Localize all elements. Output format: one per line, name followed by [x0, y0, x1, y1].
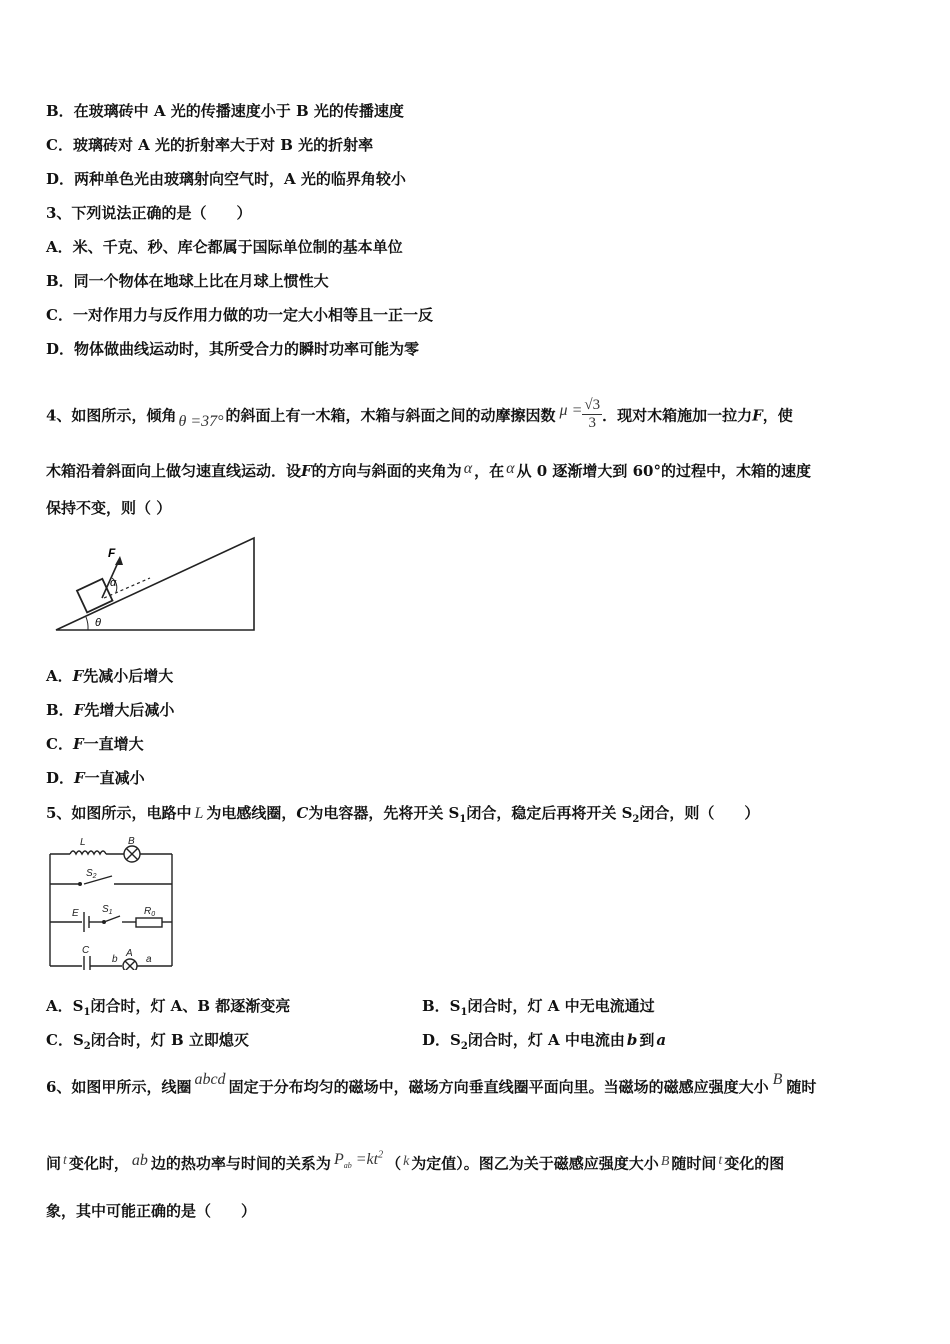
q5-option-a [46, 997, 291, 1018]
label-b-terminal: b [112, 954, 118, 965]
option-text: 先增大后减小 [84, 701, 175, 719]
q6-text: 6、如图甲所示，线圈 [46, 1078, 192, 1096]
q5-text: 为电容器，先将开关 S [308, 804, 460, 822]
q6-text: 间 [46, 1154, 62, 1173]
q5-text: 闭合，则（ ） [639, 804, 760, 822]
option-label: C． [46, 735, 73, 753]
q3-option-c: C．一对作用力与反作用力做的功一定大小相等且一正一反 [46, 306, 433, 324]
q3-option-b: B．同一个物体在地球上比在月球上惯性大 [46, 272, 329, 290]
label-a-lamp: A [126, 948, 133, 959]
q6-text: 为定值）。图乙为关于磁感应强度大小 [411, 1154, 659, 1173]
q6-stem-line2 [46, 1150, 784, 1181]
option-label: D． [46, 769, 75, 787]
q5-option-d [422, 1030, 666, 1057]
q6-edge-symbol: ab [131, 1152, 148, 1170]
q3-stem: 3、下列说法正确的是（ ） [46, 204, 252, 222]
option-text: B．S [422, 997, 461, 1015]
option-text: 闭合时，灯 A、B 都逐渐变亮 [90, 997, 291, 1015]
label-c: C [82, 945, 90, 956]
q4-mu-fraction [582, 397, 602, 432]
label-r0-letter: R [144, 906, 152, 917]
option-text: 先减小后增大 [83, 667, 174, 685]
q4-option-b [46, 700, 174, 720]
q4-force-symbol: F [74, 769, 85, 787]
option-subscript: 2 [83, 1041, 91, 1052]
label-s1 [102, 904, 113, 916]
q4-stem-line2 [46, 461, 811, 482]
q5-stem [46, 803, 759, 830]
q6-text: 随时 [786, 1078, 817, 1096]
label-s2 [86, 868, 97, 880]
label-s1-subscript: 1 [108, 909, 113, 916]
q4-text: ．现对木箱施加一拉力 [602, 406, 753, 425]
q6-equation-exponent: 2 [378, 1150, 384, 1161]
q4-alpha-symbol: α [506, 460, 515, 477]
q6-field-symbol: B [772, 1071, 783, 1088]
option-text: 一直减小 [84, 769, 145, 787]
force-arrow-head [115, 556, 123, 565]
wooden-box [77, 579, 113, 613]
q6-equation-text: =kt [351, 1151, 379, 1169]
label-s1-letter: S [102, 904, 109, 915]
q6-text: 边的热功率与时间的关系为 [150, 1154, 331, 1173]
q4-alpha-symbol: α [463, 460, 473, 477]
q6-text: 变化时， [68, 1154, 129, 1173]
q4-text: 木箱沿着斜面向上做匀速直线运动．设 [46, 462, 302, 480]
q2-option-c: C．玻璃砖对 A 光的折射率大于对 B 光的折射率 [46, 136, 374, 154]
q4-text: ，在 [474, 462, 505, 480]
label-r0 [144, 906, 155, 918]
q6-text: 固定于分布均匀的磁场中，磁场方向垂直线圈平面向里。当磁场的磁感应强度大小 [228, 1078, 769, 1096]
option-text: 到 [639, 1031, 655, 1049]
q4-theta-expression: θ =37° [178, 412, 224, 430]
option-label: A． [46, 667, 73, 685]
q5-option-b [422, 996, 655, 1023]
label-a-terminal: a [146, 954, 152, 965]
q4-stem-line1 [46, 399, 793, 434]
option-subscript: 2 [460, 1041, 468, 1052]
q6-time-symbol: t [718, 1153, 723, 1169]
option-italic: a [656, 1031, 667, 1049]
q4-text: 4、如图所示，倾角 [46, 406, 177, 425]
force-label: F [108, 546, 116, 560]
q5-inductor-symbol: L [194, 805, 204, 822]
lamp-a [123, 959, 137, 970]
q6-power-symbol: P [333, 1151, 344, 1169]
q6-field-symbol: B [660, 1154, 670, 1170]
theta-arc [86, 617, 88, 630]
q2-option-d: D．两种单色光由玻璃射向空气时，A 光的临界角较小 [46, 170, 406, 188]
q6-power-subscript: ab [343, 1161, 352, 1171]
q4-force-symbol: F [72, 735, 84, 753]
q4-text: 的方向与斜面的夹角为 [311, 462, 462, 480]
q4-mu-numerator: √3 [584, 397, 601, 413]
q6-stem-line3: 象，其中可能正确的是（ ） [46, 1202, 257, 1220]
q5-capacitor-symbol: C [296, 804, 309, 822]
q4-text: ，使 [762, 406, 793, 425]
q4-option-d [46, 768, 145, 788]
q5-text: 闭合，稳定后再将开关 S [466, 804, 633, 822]
q4-force-symbol: F [752, 406, 763, 425]
q5-options-row2 [46, 1030, 667, 1057]
q6-coil-symbol: abcd [194, 1071, 226, 1088]
option-text: C．S [46, 1031, 84, 1049]
label-b: B [128, 836, 135, 847]
option-text: 闭合时，灯 A 中电流由 [467, 1031, 625, 1049]
q6-text: 随时间 [671, 1154, 717, 1173]
q5-subscript: 2 [632, 814, 640, 825]
option-text: 闭合时，灯 A 中无电流通过 [467, 997, 655, 1015]
label-l: L [80, 837, 86, 848]
q4-mu-symbol: μ = [559, 401, 583, 419]
inductor-coil [70, 851, 106, 854]
resistor-r0 [136, 918, 162, 927]
label-e: E [72, 908, 79, 919]
option-subscript: 1 [83, 1007, 91, 1018]
q6-power-equation [333, 1150, 384, 1171]
q5-text: 5、如图所示，电路中 [46, 804, 192, 822]
q4-stem-line3: 保持不变，则（ ） [46, 499, 172, 517]
q5-circuit-figure [44, 834, 178, 970]
option-text: 闭合时，灯 B 立即熄灭 [90, 1031, 249, 1049]
incline-triangle [56, 538, 254, 630]
q6-time-symbol: t [63, 1153, 67, 1169]
q4-force-symbol: F [73, 701, 85, 719]
label-s2-subscript: 2 [92, 873, 97, 880]
q5-option-c [46, 1031, 249, 1052]
q4-text: 的斜面上有一木箱，木箱与斜面之间的动摩擦因数 [225, 406, 556, 425]
q3-option-d: D．物体做曲线运动时，其所受合力的瞬时功率可能为零 [46, 340, 420, 358]
q5-subscript: 1 [459, 814, 467, 825]
q6-text: 变化的图 [724, 1154, 785, 1173]
q4-force-symbol: F [301, 462, 312, 480]
label-r0-subscript: 0 [151, 911, 156, 918]
option-italic: b [626, 1031, 638, 1049]
q4-mu-denominator: 3 [588, 415, 596, 431]
q4-text: 从 0 逐渐增大到 60°的过程中，木箱的速度 [516, 462, 811, 480]
option-label: B． [46, 701, 74, 719]
q4-force-symbol: F [72, 667, 84, 685]
alpha-label: α [110, 577, 117, 589]
q6-stem-line1 [46, 1071, 817, 1098]
switch-s1 [104, 916, 120, 922]
q4-option-a [46, 666, 173, 686]
q6-constant-symbol: k [403, 1154, 410, 1170]
option-text: D．S [422, 1031, 461, 1049]
option-text: 一直增大 [83, 735, 144, 753]
option-text: A．S [46, 997, 84, 1015]
theta-label: θ [95, 617, 101, 629]
q6-text: （ [386, 1154, 402, 1173]
q2-option-b: B．在玻璃砖中 A 光的传播速度小于 B 光的传播速度 [46, 102, 404, 120]
q5-options-row1 [46, 996, 655, 1023]
q4-incline-figure [50, 534, 260, 634]
option-subscript: 1 [460, 1007, 468, 1018]
label-s2-letter: S [86, 868, 93, 879]
q5-text: 为电感线圈， [206, 804, 297, 822]
q3-option-a: A．米、千克、秒、库仑都属于国际单位制的基本单位 [46, 238, 403, 256]
q4-option-c [46, 734, 144, 754]
